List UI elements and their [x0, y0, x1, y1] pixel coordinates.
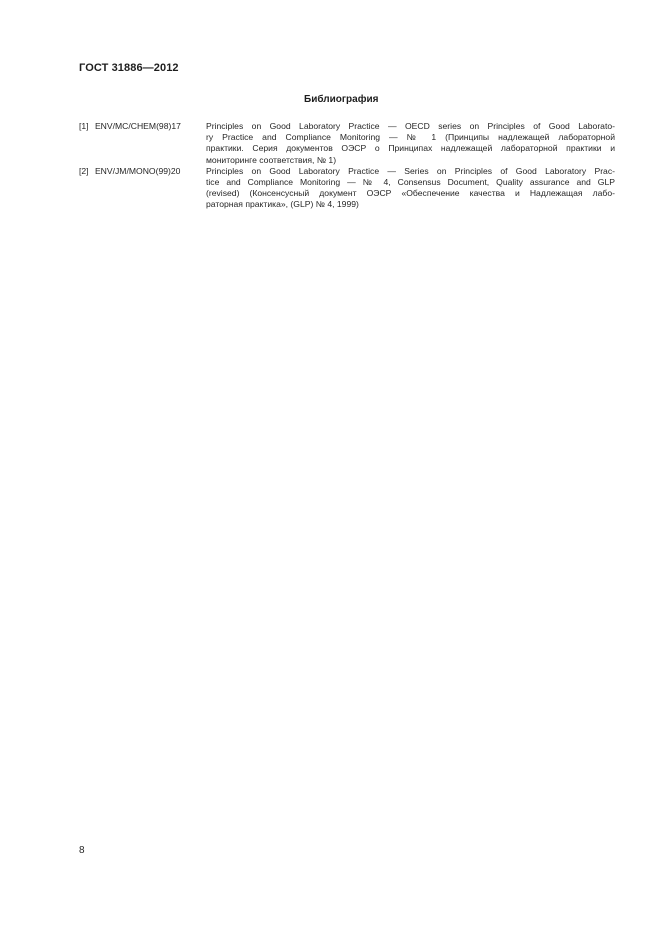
standard-header: ГОСТ 31886—2012	[79, 62, 179, 74]
reference-line: практики. Серия документов ОЭСР о Принципах надлежащей лабораторной практики и	[206, 143, 615, 154]
bibliography-item-1	[79, 121, 615, 166]
reference-line: (revised) (Консенсусный документ ОЭСР «Обеспечение качества и Надлежащая лабо-	[206, 188, 615, 199]
reference-description	[206, 166, 615, 211]
reference-line: раторная практика», (GLP) № 4, 1999)	[206, 199, 359, 210]
reference-id	[79, 121, 206, 132]
reference-line: ry Practice and Compliance Monitoring — № 1 (Принципы надлежащей лабораторной	[206, 132, 615, 143]
bibliography-item-2	[79, 166, 615, 211]
reference-line: Principles on Good Laboratory Practice — OECD series on Principles of Good Laborato-	[206, 121, 615, 131]
reference-code: ENV/MC/CHEM(98)17	[94, 121, 181, 131]
reference-line: мониторинге соответствия, № 1)	[206, 154, 337, 165]
reference-number: [1]	[79, 121, 89, 131]
reference-id	[79, 166, 206, 177]
reference-number: [2]	[79, 165, 89, 176]
bibliography-title: Библиография	[304, 94, 379, 105]
reference-description	[206, 121, 615, 166]
reference-line: Principles on Good Laboratory Practice — Series on Principles of Good Laboratory Prac-	[206, 165, 615, 176]
page-number: 8	[79, 845, 85, 856]
reference-line: tice and Compliance Monitoring — № 4, Consensus Document, Quality assurance and GLP	[206, 177, 615, 188]
reference-code: ENV/JM/MONO(99)20	[94, 165, 181, 176]
bibliography-list	[79, 121, 615, 211]
